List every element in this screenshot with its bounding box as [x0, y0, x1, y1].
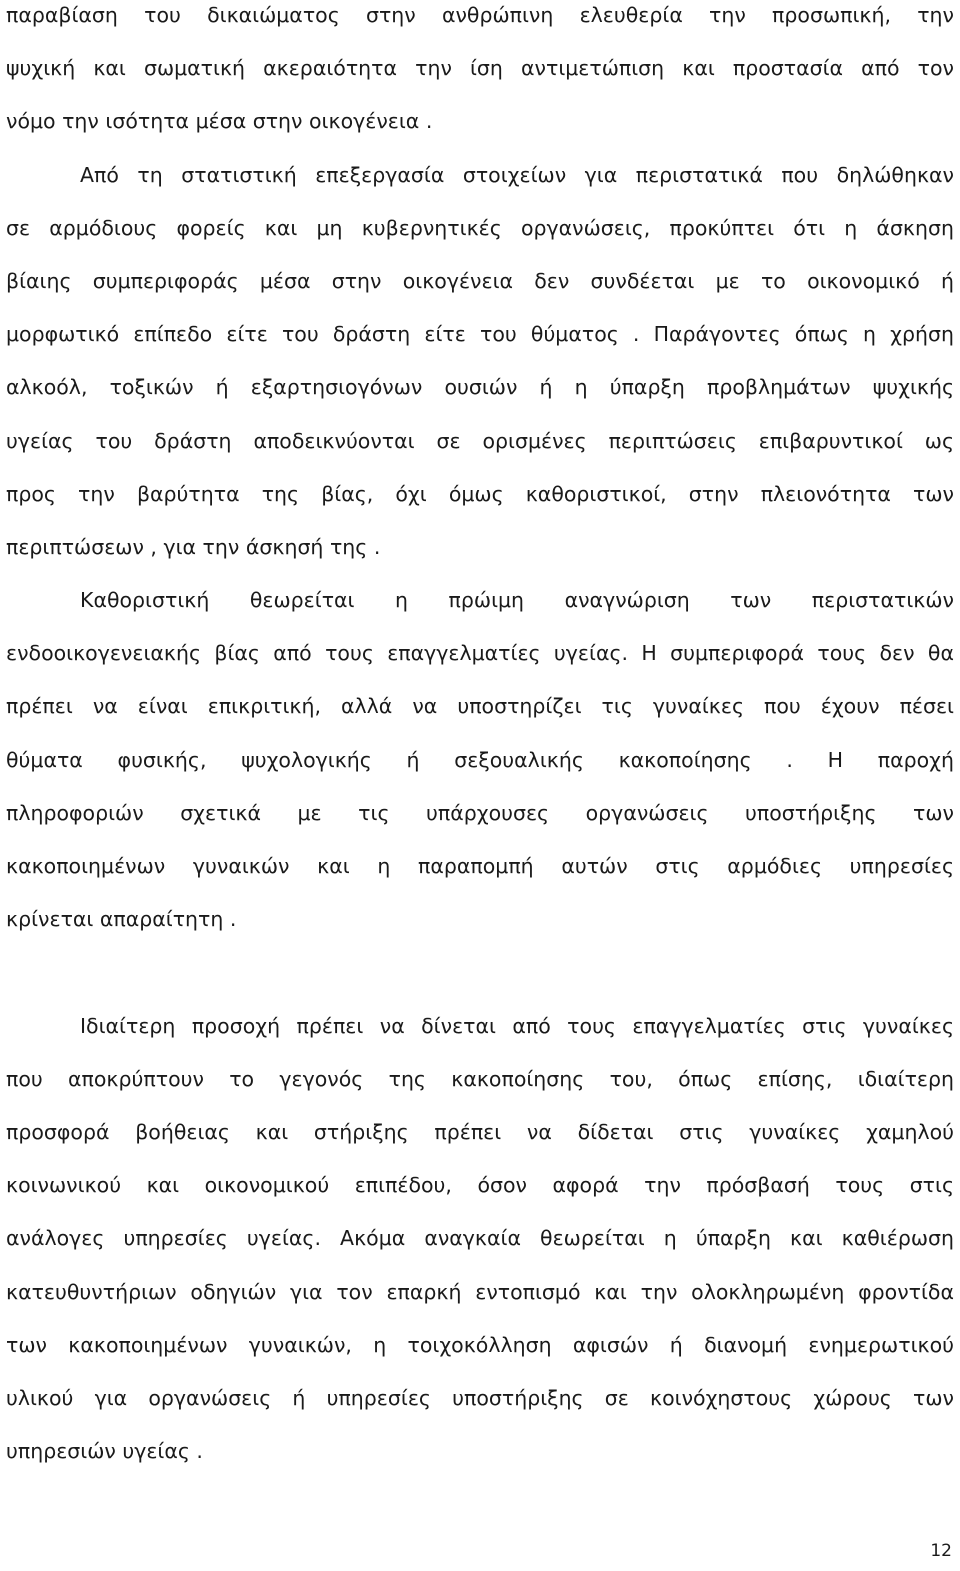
paragraph-1	[6, 0, 954, 160]
text-line: Ιδιαίτερη προσοχή πρέπει να δίνεται από τους επαγγελματίες στις γυναίκες	[80, 1013, 954, 1038]
text-line: ψυχική και σωματική ακεραιότητα την ίση αντιμετώπιση και προστασία από τον	[6, 56, 954, 81]
text-line: που αποκρύπτουν το γεγονός της κακοποίησης του, όπως επίσης, ιδιαίτερη	[6, 1066, 954, 1091]
text-line: προσφορά βοήθειας και στήριξης πρέπει να δίδεται στις γυναίκες χαμηλού	[6, 1119, 954, 1144]
text-line: υπηρεσιών υγείας .	[6, 1439, 203, 1464]
text-line: κρίνεται απαραίτητη .	[6, 907, 237, 932]
text-line: αλκοόλ, τοξικών ή εξαρτησιογόνων ουσιών ή η ύπαρξη προβλημάτων ψυχικής	[6, 375, 954, 400]
text-line: Καθοριστική θεωρείται η πρώιμη αναγνώριση των περιστατικών	[80, 588, 954, 613]
text-line: κατευθυντήριων οδηγιών για τον επαρκή εντοπισμό και την ολοκληρωμένη φροντίδα	[6, 1279, 954, 1304]
text-line: βίαιης συμπεριφοράς μέσα στην οικογένεια δεν συνδέεται με το οικονομικό ή	[6, 268, 954, 293]
text-line: παραβίαση του δικαιώματος στην ανθρώπινη ελευθερία την προσωπική, την	[6, 3, 954, 27]
paragraph-4	[6, 1011, 954, 1490]
paragraph-2	[6, 160, 954, 586]
text-line: των κακοποιημένων γυναικών, η τοιχοκόλληση αφισών ή διανομή ενημερωτικού	[6, 1332, 954, 1357]
text-line: πρέπει να είναι επικριτική, αλλά να υποστηρίζει τις γυναίκες που έχουν πέσει	[6, 694, 954, 719]
text-line: υγείας του δράστη αποδεικνύονται σε ορισμένες περιπτώσεις επιβαρυντικοί ως	[6, 428, 954, 453]
page-number: 12	[930, 1541, 952, 1561]
text-line: κοινωνικού και οικονομικού επιπέδου, όσον αφορά την πρόσβασή τους στις	[6, 1173, 954, 1198]
text-line: Από τη στατιστική επεξεργασία στοιχείων για περιστατικά που δηλώθηκαν	[80, 162, 954, 187]
text-line: ανάλογες υπηρεσίες υγείας. Ακόμα αναγκαία θεωρείται η ύπαρξη και καθιέρωση	[6, 1226, 954, 1251]
text-line: πληροφοριών σχετικά με τις υπάρχουσες οργανώσεις υποστήριξης των	[6, 800, 954, 825]
text-line: θύματα φυσικής, ψυχολογικής ή σεξουαλικής κακοποίησης . Η παροχή	[6, 747, 954, 772]
text-line: περιπτώσεων , για την άσκησή της .	[6, 534, 381, 559]
text-line: μορφωτικό επίπεδο είτε του δράστη είτε του θύματος . Παράγοντες όπως η χρήση	[6, 322, 954, 347]
text-line: ενδοοικογενειακής βίας από τους επαγγελματίες υγείας. Η συμπεριφορά τους δεν θα	[6, 641, 954, 666]
text-line: υλικού για οργανώσεις ή υπηρεσίες υποστήριξης σε κοινόχηστους χώρους των	[6, 1385, 954, 1410]
paragraph-gap	[6, 957, 954, 1010]
text-line: σε αρμόδιους φορείς και μη κυβερνητικές οργανώσεις, προκύπτει ότι η άσκηση	[6, 215, 954, 240]
text-line: νόμο την ισότητα μέσα στην οικογένεια .	[6, 109, 433, 134]
text-line: προς την βαρύτητα της βίας, όχι όμως καθοριστικοί, στην πλειονότητα των	[6, 481, 954, 506]
document-page	[6, 0, 954, 1489]
text-line: κακοποιημένων γυναικών και η παραπομπή αυτών στις αρμόδιες υπηρεσίες	[6, 854, 954, 878]
paragraph-3	[6, 585, 954, 957]
